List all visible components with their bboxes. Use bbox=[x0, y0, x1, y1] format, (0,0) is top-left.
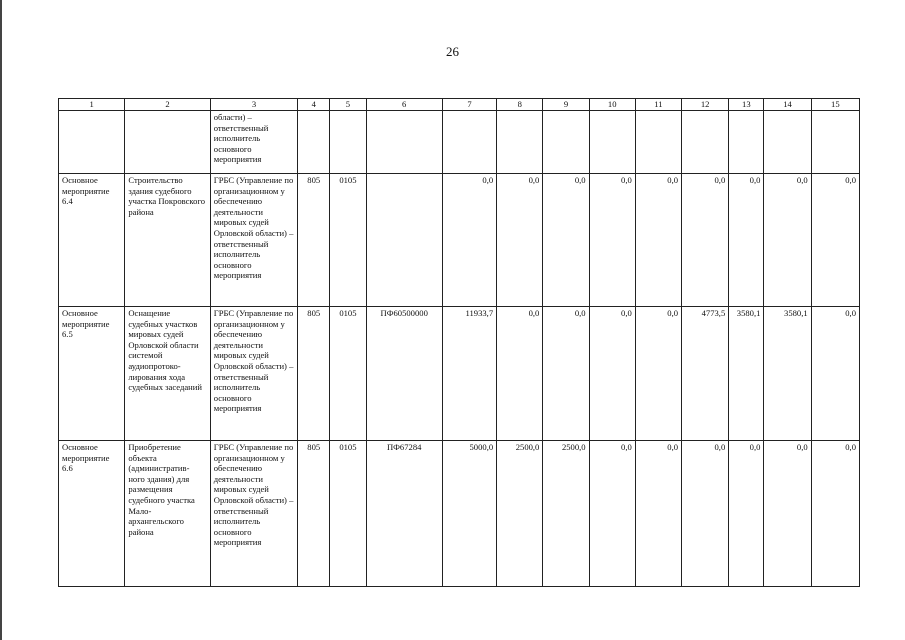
cell-empty bbox=[442, 111, 496, 174]
target-article-cell bbox=[366, 174, 442, 307]
header-cell: 6 bbox=[366, 99, 442, 111]
cell-empty bbox=[59, 111, 125, 174]
grbs-code-cell: 805 bbox=[298, 441, 330, 587]
value-cell: 0,0 bbox=[682, 441, 729, 587]
value-cell: 0,0 bbox=[497, 307, 543, 441]
value-cell: 2500,0 bbox=[543, 441, 589, 587]
header-cell: 8 bbox=[497, 99, 543, 111]
value-cell: 0,0 bbox=[635, 307, 681, 441]
cell-empty bbox=[811, 111, 859, 174]
header-cell: 3 bbox=[210, 99, 297, 111]
budget-table bbox=[58, 98, 860, 587]
value-cell: 0,0 bbox=[811, 441, 859, 587]
header-cell: 7 bbox=[442, 99, 496, 111]
header-cell: 14 bbox=[764, 99, 811, 111]
measure-name-cell: Основное мероприятие 6.5 bbox=[59, 307, 125, 441]
header-cell: 11 bbox=[635, 99, 681, 111]
cell-empty bbox=[682, 111, 729, 174]
page-number: 26 bbox=[446, 44, 459, 59]
executor-cell: области) – ответственный исполнитель основного мероприятия bbox=[210, 111, 297, 174]
cell-empty bbox=[497, 111, 543, 174]
grbs-code-cell: 805 bbox=[298, 307, 330, 441]
target-article-cell: ПФ60500000 bbox=[366, 307, 442, 441]
header-cell: 5 bbox=[330, 99, 366, 111]
value-cell: 2500,0 bbox=[497, 441, 543, 587]
header-cell: 4 bbox=[298, 99, 330, 111]
cell-empty bbox=[635, 111, 681, 174]
header-cell: 10 bbox=[589, 99, 635, 111]
continuation-row bbox=[59, 111, 860, 174]
header-row bbox=[59, 99, 860, 111]
cell-empty bbox=[125, 111, 210, 174]
value-cell: 0,0 bbox=[589, 174, 635, 307]
executor-cell: ГРБС (Управление по организационном у обеспечению деятельности мировых судей Орловской области) – ответственный исполнитель основного мероприятия bbox=[210, 441, 297, 587]
value-cell: 0,0 bbox=[543, 174, 589, 307]
cell-empty bbox=[543, 111, 589, 174]
table-row bbox=[59, 174, 860, 307]
value-cell: 0,0 bbox=[635, 174, 681, 307]
table-row bbox=[59, 307, 860, 441]
header-cell: 9 bbox=[543, 99, 589, 111]
measure-name-cell: Основное мероприятие 6.6 bbox=[59, 441, 125, 587]
value-cell: 0,0 bbox=[635, 441, 681, 587]
value-cell: 4773,5 bbox=[682, 307, 729, 441]
target-article-cell: ПФ67284 bbox=[366, 441, 442, 587]
header-cell: 15 bbox=[811, 99, 859, 111]
value-cell: 0,0 bbox=[811, 174, 859, 307]
value-cell: 0,0 bbox=[543, 307, 589, 441]
value-cell: 11933,7 bbox=[442, 307, 496, 441]
value-cell: 0,0 bbox=[442, 174, 496, 307]
cell-empty bbox=[764, 111, 811, 174]
header-cell: 1 bbox=[59, 99, 125, 111]
section-code-cell: 0105 bbox=[330, 174, 366, 307]
executor-cell: ГРБС (Управление по организационном у обеспечению деятельности мировых судей Орловской области) – ответственный исполнитель основного мероприятия bbox=[210, 174, 297, 307]
cell-empty bbox=[298, 111, 330, 174]
value-cell: 0,0 bbox=[497, 174, 543, 307]
executor-cell: ГРБС (Управление по организационном у обеспечению деятельности мировых судей Орловской области) – ответственный исполнитель основного мероприятия bbox=[210, 307, 297, 441]
measure-description-cell: Строительство здания судебного участка Покровского района bbox=[125, 174, 210, 307]
value-cell: 5000,0 bbox=[442, 441, 496, 587]
measure-name-cell: Основное мероприятие 6.4 bbox=[59, 174, 125, 307]
value-cell: 3580,1 bbox=[729, 307, 764, 441]
cell-empty bbox=[729, 111, 764, 174]
table-row bbox=[59, 441, 860, 587]
section-code-cell: 0105 bbox=[330, 307, 366, 441]
header-cell: 2 bbox=[125, 99, 210, 111]
header-cell: 12 bbox=[682, 99, 729, 111]
cell-empty bbox=[366, 111, 442, 174]
value-cell: 0,0 bbox=[811, 307, 859, 441]
measure-description-cell: Оснащение судебных участков мировых судей Орловской области системой аудиопротоко- лирования хода судебных заседаний bbox=[125, 307, 210, 441]
section-code-cell: 0105 bbox=[330, 441, 366, 587]
value-cell: 3580,1 bbox=[764, 307, 811, 441]
value-cell: 0,0 bbox=[682, 174, 729, 307]
value-cell: 0,0 bbox=[764, 174, 811, 307]
value-cell: 0,0 bbox=[764, 441, 811, 587]
value-cell: 0,0 bbox=[589, 307, 635, 441]
value-cell: 0,0 bbox=[729, 441, 764, 587]
page-left-edge bbox=[0, 0, 2, 640]
grbs-code-cell: 805 bbox=[298, 174, 330, 307]
header-cell: 13 bbox=[729, 99, 764, 111]
value-cell: 0,0 bbox=[589, 441, 635, 587]
value-cell: 0,0 bbox=[729, 174, 764, 307]
cell-empty bbox=[330, 111, 366, 174]
cell-empty bbox=[589, 111, 635, 174]
measure-description-cell: Приобретение объекта (административ- ного здания) для размещения судебного участка Мало- архангельского района bbox=[125, 441, 210, 587]
